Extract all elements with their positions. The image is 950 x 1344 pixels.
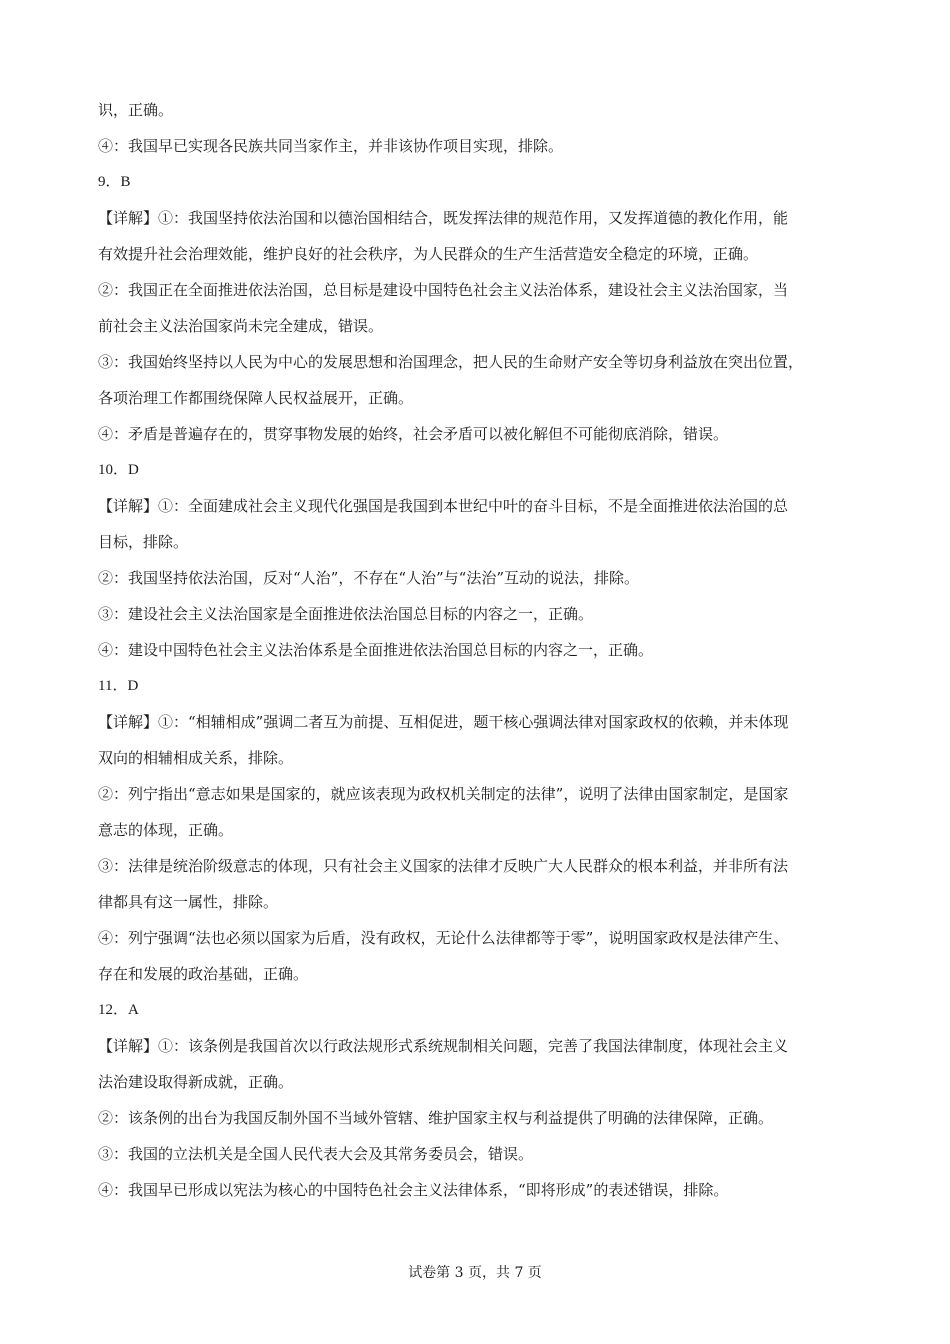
- document-body: [98, 92, 858, 1208]
- text-line: 【详解】①：我国坚持依法治国和以德治国相结合，既发挥法律的规范作用，又发挥道德的教化作用，能: [98, 209, 789, 227]
- text-line: 前社会主义法治国家尚未完全建成，错误。: [98, 317, 384, 335]
- page-footer: [0, 1263, 950, 1283]
- text-line: ③：我国的立法机关是全国人民代表大会及其常务委员会，错误。: [98, 1145, 534, 1163]
- text-line: ③：建设社会主义法治国家是全面推进依法治国总目标的内容之一，正确。: [98, 605, 594, 623]
- text-line: ②：我国正在全面推进依法治国，总目标是建设中国特色社会主义法治体系，建设社会主义法治国家，当: [98, 281, 789, 299]
- text-line: ②：该条例的出台为我国反制外国不当域外管辖、维护国家主权与利益提供了明确的法律保障，正确。: [98, 1109, 774, 1127]
- text-line: ④：我国早已形成以宪法为核心的中国特色社会主义法律体系，“即将形成”的表述错误，排除。: [98, 1181, 729, 1199]
- text-line: ④：我国早已实现各民族共同当家作主，并非该协作项目实现，排除。: [98, 137, 564, 155]
- text-line: 法治建设取得新成就，正确。: [98, 1073, 294, 1091]
- answer-heading: 10．D: [98, 462, 139, 478]
- text-line: ③：我国始终坚持以人民为中心的发展思想和治国理念，把人民的生命财产安全等切身利益放在突出位置，: [98, 353, 804, 371]
- text-line: 识，正确。: [98, 101, 174, 119]
- text-line: ④：列宁强调“法也必须以国家为后盾，没有政权，无论什么法律都等于零”，说明国家政权是法律产生、: [98, 929, 789, 947]
- answer-heading: 11．D: [98, 678, 139, 694]
- text-line: 存在和发展的政治基础，正确。: [98, 965, 309, 983]
- text-line: 律都具有这一属性，排除。: [98, 893, 279, 911]
- text-line: ②：列宁指出“意志如果是国家的，就应该表现为政权机关制定的法律”，说明了法律由国家制定，是国家: [98, 785, 789, 803]
- text-line: ④：矛盾是普遍存在的，贯穿事物发展的始终，社会矛盾可以被化解但不可能彻底消除，错误。: [98, 425, 729, 443]
- text-line: ②：我国坚持依法治国，反对“人治”，不存在“人治”与“法治”互动的说法，排除。: [98, 569, 640, 587]
- text-line: ③：法律是统治阶级意志的体现，只有社会主义国家的法律才反映广大人民群众的根本利益，并非所有法: [98, 857, 789, 875]
- text-line: 【详解】①：全面建成社会主义现代化强国是我国到本世纪中叶的奋斗目标，不是全面推进依法治国的总: [98, 497, 789, 515]
- page-number-label: 试卷第 3 页，共 7 页: [408, 1265, 542, 1281]
- answer-heading: 9．B: [98, 174, 131, 190]
- text-line: 各项治理工作都围绕保障人民权益展开，正确。: [98, 389, 414, 407]
- text-line: 双向的相辅相成关系，排除。: [98, 749, 294, 767]
- text-line: 意志的体现，正确。: [98, 821, 234, 839]
- text-line: 目标，排除。: [98, 533, 189, 551]
- answer-heading: 12．A: [98, 1002, 139, 1018]
- text-line: 有效提升社会治理效能，维护良好的社会秩序，为人民群众的生产生活营造安全稳定的环境，正确。: [98, 245, 759, 263]
- text-line: 【详解】①：“相辅相成”强调二者互为前提、互相促进，题干核心强调法律对国家政权的依赖，并未体现: [98, 713, 789, 731]
- text-line: ④：建设中国特色社会主义法治体系是全面推进依法治国总目标的内容之一，正确。: [98, 641, 654, 659]
- text-line: 【详解】①：该条例是我国首次以行政法规形式系统规制相关问题，完善了我国法律制度，体现社会主义: [98, 1037, 789, 1055]
